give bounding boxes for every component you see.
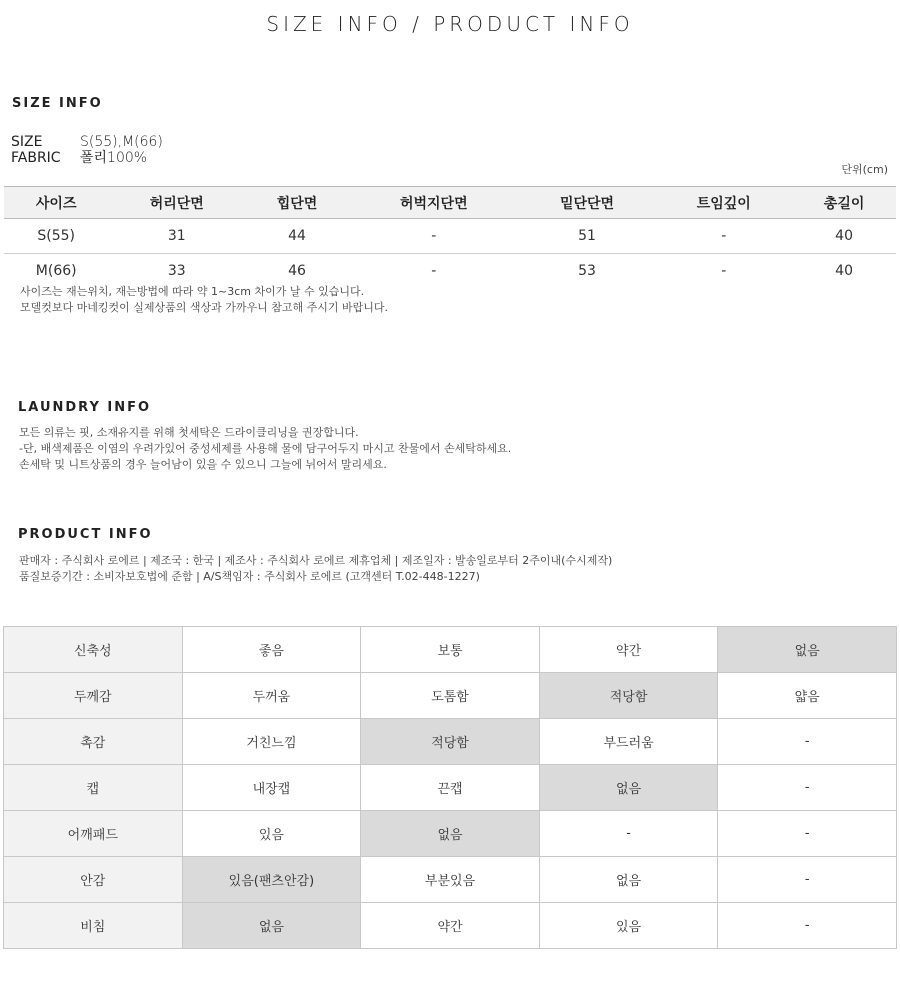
spec-block xyxy=(11,134,163,166)
property-row xyxy=(4,673,897,719)
property-option: 부드러움 xyxy=(539,719,718,765)
property-label: 어깨패드 xyxy=(4,811,183,857)
column-header: 총길이 xyxy=(792,187,896,219)
laundry-info-heading: LAUNDRY INFO xyxy=(18,400,152,415)
size-note: 모델컷보다 마네킹컷이 실제상품의 색상과 가까우니 참고해 주시기 바랍니다. xyxy=(20,301,389,314)
table-cell: - xyxy=(349,219,519,254)
size-note: 사이즈는 재는위치, 재는방법에 따라 약 1~3cm 차이가 날 수 있습니다. xyxy=(20,285,365,298)
laundry-note: -단, 배색제품은 이염의 우려가있어 중성세제를 사용해 물에 담구어두지 마시고 찬물에서 손세탁하세요. xyxy=(19,442,512,455)
property-option: - xyxy=(718,857,897,903)
table-cell: 33 xyxy=(167,263,186,279)
property-option: - xyxy=(718,811,897,857)
size-table-header xyxy=(4,187,896,219)
page-title: SIZE INFO / PRODUCT INFO xyxy=(266,12,634,36)
property-row xyxy=(4,627,897,673)
size-table xyxy=(4,186,896,288)
column-header: 사이즈 xyxy=(4,187,108,219)
property-option: 내장캡 xyxy=(182,765,361,811)
column-header: 밑단단면 xyxy=(519,187,656,219)
property-option-selected: 있음(팬츠안감) xyxy=(182,857,361,903)
table-row xyxy=(4,219,896,254)
spec-size-row xyxy=(11,134,163,150)
spec-fabric-value: 폴리100% xyxy=(80,150,148,166)
property-option: - xyxy=(718,719,897,765)
table-cell: M(66) xyxy=(35,263,77,279)
product-note: 판매자 : 주식회사 로에르 | 제조국 : 한국 | 제조사 : 주식회사 로에르 제휴업체 | 제조일자 : 발송일로부터 2주이내(수시제작) xyxy=(19,554,613,567)
property-option: 약간 xyxy=(361,903,540,949)
property-label: 비침 xyxy=(4,903,183,949)
property-option: 두꺼움 xyxy=(182,673,361,719)
property-option: 있음 xyxy=(539,903,718,949)
property-option-selected: 적당함 xyxy=(361,719,540,765)
column-header: 허벅지단면 xyxy=(349,187,519,219)
table-cell: 46 xyxy=(288,263,306,279)
column-header: 트임깊이 xyxy=(655,187,792,219)
table-cell: 40 xyxy=(792,219,896,254)
property-option: - xyxy=(718,765,897,811)
property-option: 도톰함 xyxy=(361,673,540,719)
column-header: 힙단면 xyxy=(245,187,349,219)
property-option: - xyxy=(539,811,718,857)
property-option-selected: 없음 xyxy=(182,903,361,949)
column-header: 허리단면 xyxy=(108,187,245,219)
property-option: - xyxy=(718,903,897,949)
table-cell: 31 xyxy=(108,219,245,254)
table-cell: - xyxy=(431,263,437,279)
laundry-note: 손세탁 및 니트상품의 경우 늘어남이 있을 수 있으니 그늘에 뉘어서 말리세요. xyxy=(19,458,387,471)
table-cell: S(55) xyxy=(4,219,108,254)
property-label: 안감 xyxy=(4,857,183,903)
product-info-heading: PRODUCT INFO xyxy=(18,527,153,542)
property-option: 없음 xyxy=(539,857,718,903)
table-cell: 51 xyxy=(519,219,656,254)
property-option-selected: 없음 xyxy=(361,811,540,857)
spec-fabric-key: FABRIC xyxy=(11,150,61,166)
product-note: 품질보증기간 : 소비자보호법에 준함 | A/S책임자 : 주식회사 로에르 (고객센터 T.02-448-1227) xyxy=(19,570,480,583)
table-cell: 44 xyxy=(245,219,349,254)
unit-label: 단위(cm) xyxy=(841,163,888,176)
property-label: 캡 xyxy=(4,765,183,811)
property-option: 끈캡 xyxy=(361,765,540,811)
property-label: 촉감 xyxy=(4,719,183,765)
property-option-selected: 없음 xyxy=(718,627,897,673)
property-row xyxy=(4,765,897,811)
property-row xyxy=(4,903,897,949)
property-option: 얇음 xyxy=(718,673,897,719)
size-notes xyxy=(20,284,388,316)
property-row xyxy=(4,719,897,765)
property-option-selected: 없음 xyxy=(539,765,718,811)
spec-size-value: S(55),M(66) xyxy=(80,134,163,150)
laundry-note: 모든 의류는 핏, 소재유지를 위해 첫세탁은 드라이클리닝을 권장합니다. xyxy=(19,426,359,439)
property-option-selected: 적당함 xyxy=(539,673,718,719)
property-option: 좋음 xyxy=(182,627,361,673)
table-cell: 53 xyxy=(578,263,596,279)
property-option: 부분있음 xyxy=(361,857,540,903)
laundry-notes xyxy=(19,425,511,473)
table-cell: 40 xyxy=(835,263,853,279)
property-label: 신축성 xyxy=(4,627,183,673)
property-option: 있음 xyxy=(182,811,361,857)
spec-fabric-row xyxy=(11,150,163,166)
property-table xyxy=(3,626,897,949)
property-option: 약간 xyxy=(539,627,718,673)
table-row xyxy=(4,254,896,289)
property-row xyxy=(4,857,897,903)
property-label: 두께감 xyxy=(4,673,183,719)
size-info-heading: SIZE INFO xyxy=(12,96,103,111)
product-notes xyxy=(19,553,612,585)
property-option: 거친느낌 xyxy=(182,719,361,765)
spec-size-key: SIZE xyxy=(11,134,43,150)
property-option: 보통 xyxy=(361,627,540,673)
property-row xyxy=(4,811,897,857)
table-cell: - xyxy=(655,219,792,254)
table-cell: - xyxy=(721,263,727,279)
